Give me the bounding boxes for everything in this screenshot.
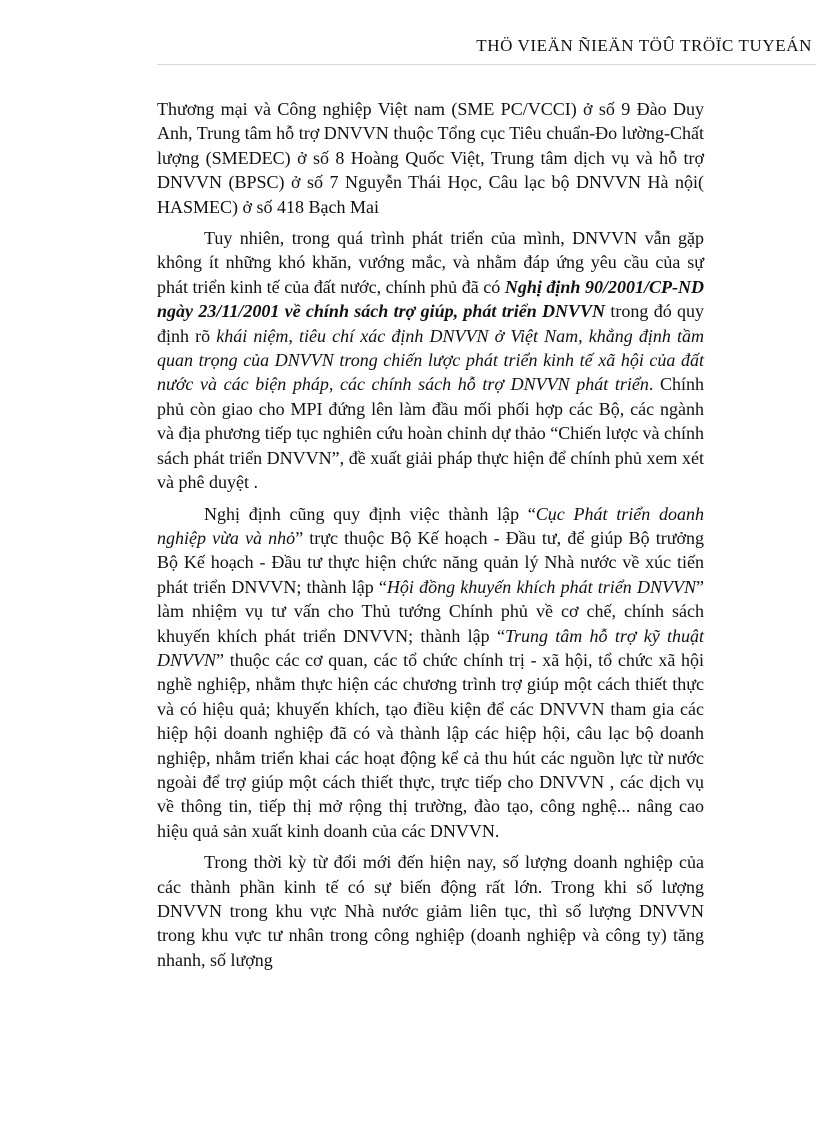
text-run: Tuy nhiên, trong quá trình phát triển của mình, DNVVN vẫn gặp không ít những khó khăn, vướng mắc, và nhằm đáp ứng yêu cầu của sự phát triển kinh tế của đất nước, chính phủ đã có <box>157 228 704 297</box>
text-run: ” làm nhiệm vụ tư vấn cho Thủ tướng Chính phủ về cơ chế, chính sách khuyến khích phát triển DNVVN; thành lập “ <box>157 576 704 646</box>
text-run: Thương mại và Công nghiệp Việt nam (SME PC/VCCI) ở số 9 Đào Duy Anh, Trung tâm hỗ trợ DNVVN thuộc Tổng cục Tiêu chuẩn-Đo lường-Chất lượng (SMEDEC) ở số 8 Hoàng Quốc Việt, Trung tâm dịch vụ và hỗ trợ DNVVN (BPSC) ở số 7 Nguyễn Thái Học, Câu lạc bộ DNVVN Hà nội( HASMEC) ở số 418 Bạch Mai <box>157 99 704 217</box>
text-run: trong đó quy định rõ <box>157 301 705 346</box>
paragraph-enterprise-trends <box>157 850 704 972</box>
running-header: THÖ VIEÄN ÑIEÄN TÖÛ TRÖÏC TUYEÁN <box>476 36 812 55</box>
paragraph-decree-90 <box>157 226 704 494</box>
text-run: ” trực thuộc Bộ Kế hoạch - Đầu tư, để giúp Bộ trưởng Bộ Kế hoạch - Đầu tư thực hiện chức năng quản lý Nhà nước về xúc tiến phát triển DNVVN; thành lập “ <box>157 527 704 597</box>
text-run: . Chính phủ còn giao cho MPI đứng lên làm đầu mối phối hợp các Bộ, các ngành và địa phương tiếp tục nghiên cứu hoàn chỉnh dự thảo “Chiến lược và chính sách phát triển DNVVN”, đề xuất giải pháp thực hiện để chính phủ xem xét và phê duyệt . <box>157 374 704 493</box>
emphasis-text: khái niệm, tiêu chí xác định DNVVN ở Việt Nam, khẳng định tầm quan trọng của DNVVN trong chiến lược phát triển kinh tế xã hội của đất nước và các biện pháp, các chính sách hỗ trợ DNVVN phát triển <box>157 325 704 395</box>
paragraph-institutions <box>157 502 704 844</box>
emphasis-text: Trung tâm hỗ trợ kỹ thuật DNVVN <box>157 625 704 670</box>
emphasis-text: Hội đồng khuyến khích phát triển DNVVN <box>386 576 696 597</box>
header-divider <box>157 64 816 65</box>
decree-title: Nghị định 90/2001/CP-ND ngày 23/11/2001 về chính sách trợ giúp, phát triển DNVVN <box>157 276 704 322</box>
text-run: Trong thời kỳ từ đổi mới đến hiện nay, số lượng doanh nghiệp của các thành phần kinh tế có sự biến động rất lớn. Trong khi số lượng DNVVN trong khu vực Nhà nước giảm liên tục, thì số lượng DNVVN trong khu vực tư nhân trong công nghiệp (doanh nghiệp và công ty) tăng nhanh, số lượng <box>157 852 704 970</box>
document-body <box>157 97 704 972</box>
emphasis-text: Cục Phát triển doanh nghiệp vừa và nhỏ <box>157 503 704 548</box>
text-run: Nghị định cũng quy định việc thành lập “ <box>204 503 536 524</box>
paragraph-continuation <box>157 97 704 219</box>
text-run: ” thuộc các cơ quan, các tổ chức chính trị - xã hội, tổ chức xã hội nghề nghiệp, nhằm thực hiện các chương trình trợ giúp một cách thiết thực và có hiệu quả; khuyến khích, tạo điều kiện để các DNVVN tham gia các hiệp hội doanh nghiệp đã có và thành lập các hiệp hội, câu lạc bộ doanh nghiệp, nhằm triển khai các hoạt động kể cả thu hút các nguồn lực từ nước ngoài để trợ giúp một cách thiết thực, trực tiếp cho DNVVN , các dịch vụ về thông tin, tiếp thị mở rộng thị trường, đào tạo, công nghệ... nâng cao hiệu quả sản xuất kinh doanh của các DNVVN. <box>157 649 704 841</box>
